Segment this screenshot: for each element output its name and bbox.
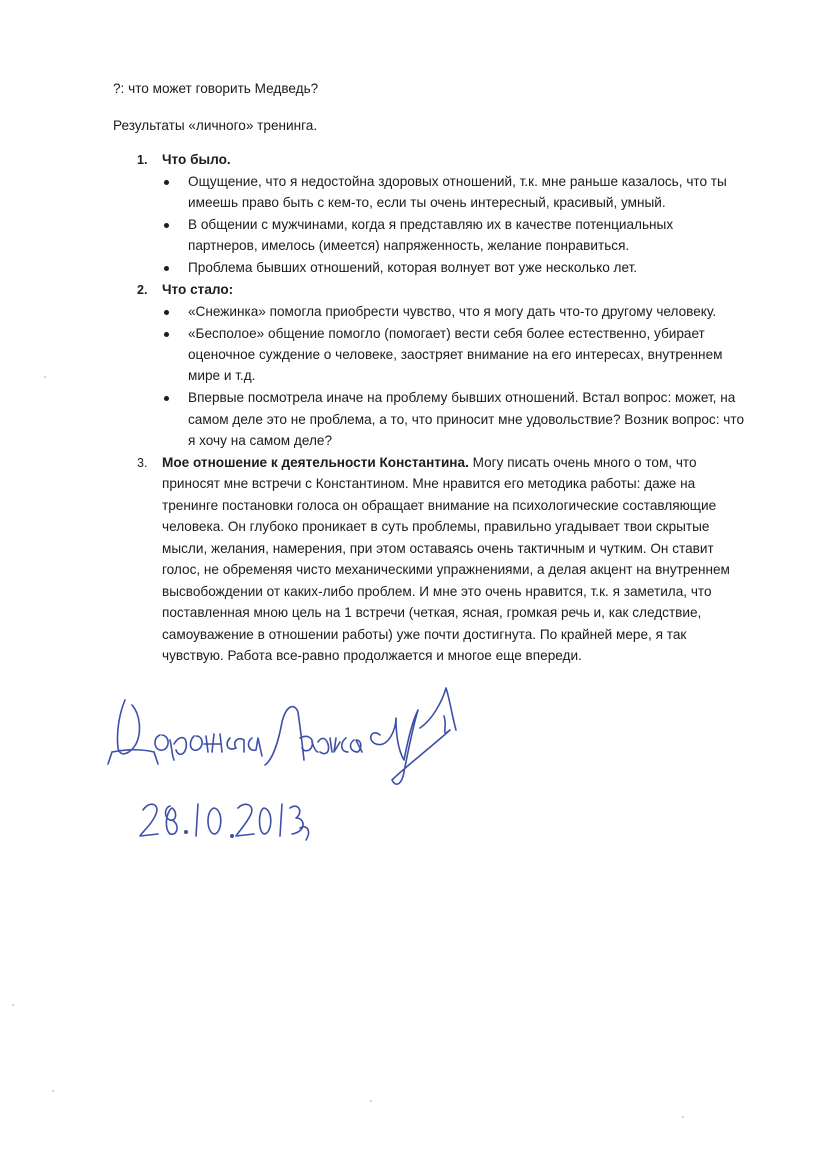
s2-item2-line1: «Бесполое» общение помогло (помогает) вести себя более естественно, убирает [188,326,705,341]
section3-number: 3. [137,456,148,470]
s3-line10: чувствую. Работа все-равно продолжается и многое еще впереди. [162,648,582,663]
s1-item1-line1: Ощущение, что я недостойна здоровых отношений, т.к. мне раньше казалось, что ты [188,174,727,189]
scan-speck [44,376,46,378]
s2-item3-line3: я хочу на самом деле? [188,433,333,448]
s1-item2-line1: В общении с мужчинами, когда я представляю их в качестве потенциальных [188,217,674,232]
intro-line: Результаты «личного» тренинга. [113,118,318,133]
s3-line7: высвобождении от каких-либо проблем. И мне это очень нравится, т.к. я заметила, что [162,584,712,599]
section1-number: 1. [137,153,148,167]
s2-item3-line1: Впервые посмотрела иначе на проблему бывших отношений. Встал вопрос: может, на [188,390,736,405]
s1-item3-line1: Проблема бывших отношений, которая волнует вот уже несколько лет. [188,260,638,275]
s2-item3-line2: самом деле это не проблема, а то, что приносит мне удовольствие? Возник вопрос: что [188,412,745,427]
s3-line2: приносят мне встречи с Константином. Мне нравится его методика работы: даже на [162,476,696,491]
s3-line1-rest: Могу писать очень много о том, что [468,455,697,470]
s3-line6: голос, не обременяя чисто механическими упражнениями, а делая акцент на внутреннем [162,562,730,577]
scan-speck [52,1090,54,1092]
section2-heading-text: Что стало: [162,282,234,297]
section3-heading: Мое отношение к деятельности Константина. [162,455,469,470]
s3-line4: человека. Он глубоко проникает в суть проблемы, правильно угадывает твои скрытые [162,519,710,534]
s3-line9: самоуважение в отношении работы) уже почти достигнута. По крайней мере, я так [162,627,687,642]
s2-item1-line1: «Снежинка» помогла приобрести чувство, что я могу дать что-то другому человеку. [188,304,717,319]
s1-item1-line2: имеешь право быть с кем-то, если ты очень интересный, красивый, умный. [188,195,666,210]
s2-item2-line3: мире и т.д. [188,368,256,383]
scan-speck [682,1116,684,1118]
scan-speck [370,1100,372,1102]
scan-speck [12,1004,14,1006]
s2-item2-line2: оценочное суждение о человеке, заостряет внимание на его интересах, внутреннем [188,347,723,362]
section1-heading-text: Что было. [162,152,231,167]
section2-number: 2. [137,283,148,297]
s3-line8: поставленная мною цель на 1 встречи (четкая, ясная, громкая речь и, как следствие, [162,605,702,620]
s1-item2-line2: партнеров, имелось (имеется) напряженность, желание понравиться. [188,238,630,253]
s3-line3: тренинге постановки голоса он обращает внимание на психологические составляющие [162,498,717,513]
s3-line5: мысли, желания, намерения, при этом оставаясь очень тактичным и чутким. Он ставит [162,541,714,556]
question-line: ?: что может говорить Медведь? [113,81,319,96]
